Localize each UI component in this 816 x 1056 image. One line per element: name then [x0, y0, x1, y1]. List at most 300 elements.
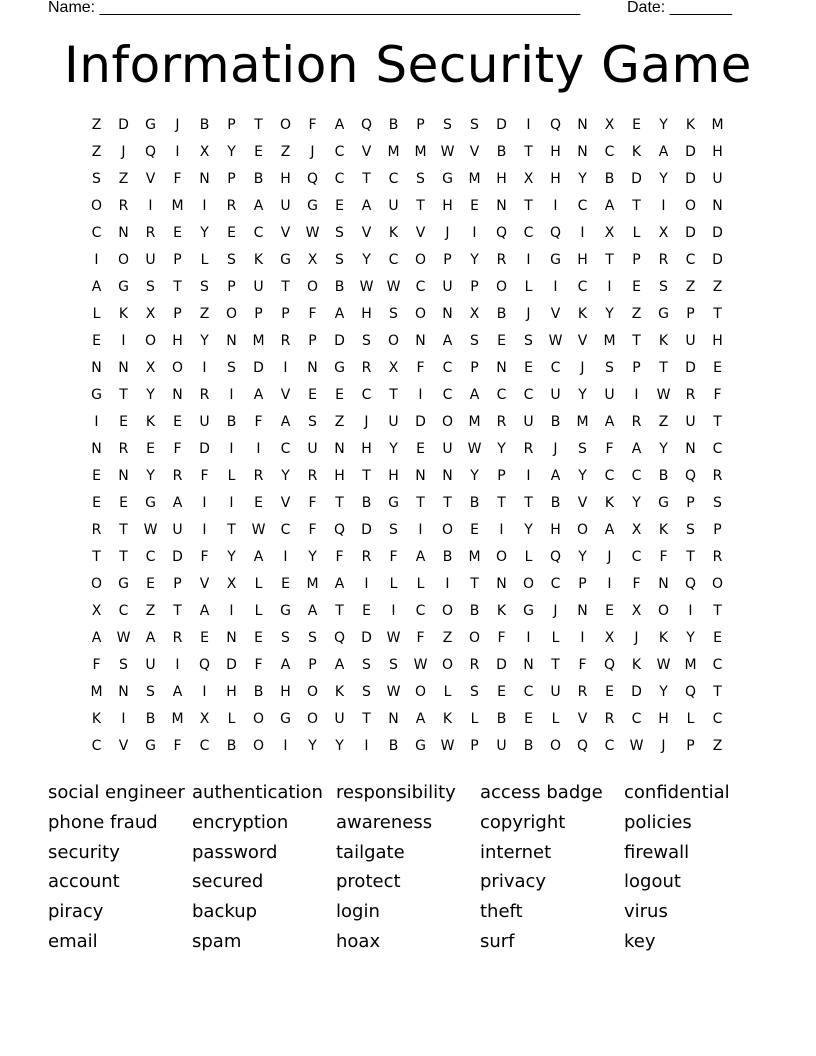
grid-cell[interactable]: O [576, 522, 589, 538]
grid-cell[interactable]: S [686, 522, 695, 538]
grid-cell[interactable]: O [441, 414, 454, 430]
grid-cell[interactable]: Q [144, 144, 157, 160]
grid-cell[interactable]: I [418, 522, 423, 538]
grid-cell[interactable]: A [91, 630, 102, 646]
grid-cell[interactable]: I [661, 198, 666, 214]
grid-cell[interactable]: I [283, 738, 288, 754]
grid-cell[interactable]: U [145, 252, 156, 268]
grid-cell[interactable]: Z [118, 171, 129, 187]
grid-cell[interactable]: O [306, 279, 319, 295]
grid-cell[interactable]: I [202, 495, 207, 511]
grid-cell[interactable]: V [199, 576, 210, 592]
grid-cell[interactable]: C [361, 387, 372, 403]
grid-cell[interactable]: K [91, 711, 102, 727]
grid-cell[interactable]: V [577, 711, 588, 727]
grid-cell[interactable]: E [200, 630, 209, 646]
grid-cell[interactable]: C [604, 468, 615, 484]
grid-cell[interactable]: D [685, 171, 696, 187]
grid-cell[interactable]: O [117, 252, 130, 268]
grid-cell[interactable]: I [202, 522, 207, 538]
grid-cell[interactable]: E [497, 333, 506, 349]
grid-cell[interactable]: W [386, 684, 401, 700]
grid-cell[interactable]: B [523, 738, 534, 754]
grid-cell[interactable]: W [413, 657, 428, 673]
grid-cell[interactable]: C [91, 225, 102, 241]
grid-cell[interactable]: O [387, 333, 400, 349]
grid-cell[interactable]: D [496, 657, 507, 673]
grid-cell[interactable]: E [524, 360, 533, 376]
grid-cell[interactable]: G [280, 711, 291, 727]
grid-cell[interactable]: T [335, 603, 344, 619]
grid-cell[interactable]: U [523, 414, 534, 430]
grid-cell[interactable]: S [362, 684, 371, 700]
grid-cell[interactable]: T [497, 495, 506, 511]
grid-cell[interactable]: Y [659, 441, 668, 457]
grid-cell[interactable]: I [202, 198, 207, 214]
grid-cell[interactable]: N [415, 333, 426, 349]
grid-cell[interactable]: S [443, 117, 452, 133]
grid-cell[interactable]: Y [389, 441, 398, 457]
grid-cell[interactable]: C [388, 252, 399, 268]
grid-cell[interactable]: J [175, 117, 180, 133]
grid-cell[interactable]: U [145, 657, 156, 673]
grid-cell[interactable]: F [632, 576, 641, 592]
grid-cell[interactable]: C [604, 738, 615, 754]
grid-cell[interactable]: S [281, 630, 290, 646]
grid-cell[interactable]: T [605, 252, 614, 268]
grid-cell[interactable]: B [469, 603, 480, 619]
grid-cell[interactable]: Y [524, 522, 533, 538]
grid-cell[interactable]: C [712, 657, 723, 673]
grid-cell[interactable]: O [306, 711, 319, 727]
grid-cell[interactable]: R [172, 468, 183, 484]
grid-cell[interactable]: W [305, 225, 320, 241]
grid-cell[interactable]: A [172, 684, 183, 700]
grid-cell[interactable]: C [145, 549, 156, 565]
grid-cell[interactable]: I [121, 711, 126, 727]
grid-cell[interactable]: F [578, 657, 587, 673]
grid-cell[interactable]: V [415, 225, 426, 241]
grid-cell[interactable]: F [416, 630, 425, 646]
grid-cell[interactable]: E [92, 495, 101, 511]
grid-cell[interactable]: X [199, 144, 210, 160]
grid-cell[interactable]: S [335, 225, 344, 241]
grid-cell[interactable]: J [580, 360, 585, 376]
grid-cell[interactable]: Y [146, 387, 155, 403]
grid-cell[interactable]: E [173, 414, 182, 430]
grid-cell[interactable]: D [361, 630, 372, 646]
grid-cell[interactable]: S [389, 306, 398, 322]
grid-cell[interactable]: Y [605, 306, 614, 322]
grid-cell[interactable]: Q [549, 225, 562, 241]
grid-cell[interactable]: G [145, 495, 156, 511]
grid-cell[interactable]: Y [200, 333, 209, 349]
grid-cell[interactable]: E [470, 198, 479, 214]
grid-cell[interactable]: N [199, 171, 210, 187]
grid-cell[interactable]: M [414, 144, 427, 160]
grid-cell[interactable]: M [90, 684, 103, 700]
grid-cell[interactable]: T [632, 333, 641, 349]
grid-cell[interactable]: Q [684, 468, 697, 484]
grid-cell[interactable]: G [442, 171, 453, 187]
grid-cell[interactable]: I [148, 198, 153, 214]
grid-cell[interactable]: E [605, 684, 614, 700]
grid-cell[interactable]: G [280, 603, 291, 619]
grid-cell[interactable]: H [496, 171, 507, 187]
grid-cell[interactable]: A [172, 495, 183, 511]
grid-cell[interactable]: I [256, 441, 261, 457]
grid-cell[interactable]: N [415, 468, 426, 484]
grid-cell[interactable]: B [388, 117, 399, 133]
grid-cell[interactable]: C [577, 279, 588, 295]
grid-cell[interactable]: C [631, 711, 642, 727]
grid-cell[interactable]: I [283, 360, 288, 376]
grid-cell[interactable]: O [441, 603, 454, 619]
grid-cell[interactable]: B [253, 684, 264, 700]
grid-cell[interactable]: U [172, 522, 183, 538]
grid-cell[interactable]: D [712, 252, 723, 268]
grid-cell[interactable]: C [415, 279, 426, 295]
grid-cell[interactable]: E [92, 468, 101, 484]
grid-cell[interactable]: N [91, 441, 102, 457]
grid-cell[interactable]: T [173, 603, 182, 619]
grid-cell[interactable]: N [91, 360, 102, 376]
grid-cell[interactable]: O [279, 117, 292, 133]
grid-cell[interactable]: N [118, 684, 129, 700]
grid-cell[interactable]: L [443, 684, 452, 700]
grid-cell[interactable]: L [227, 711, 236, 727]
grid-cell[interactable]: V [550, 306, 561, 322]
grid-cell[interactable]: Y [146, 468, 155, 484]
grid-cell[interactable]: L [686, 711, 695, 727]
grid-cell[interactable]: K [388, 225, 399, 241]
grid-cell[interactable]: F [389, 549, 398, 565]
grid-cell[interactable]: S [308, 414, 317, 430]
grid-cell[interactable]: U [334, 711, 345, 727]
grid-cell[interactable]: I [526, 252, 531, 268]
grid-cell[interactable]: W [467, 441, 482, 457]
grid-cell[interactable]: I [580, 630, 585, 646]
grid-cell[interactable]: F [416, 360, 425, 376]
grid-cell[interactable]: I [202, 684, 207, 700]
grid-cell[interactable]: K [631, 657, 642, 673]
grid-cell[interactable]: I [175, 657, 180, 673]
grid-cell[interactable]: G [280, 252, 291, 268]
grid-cell[interactable]: O [414, 306, 427, 322]
grid-cell[interactable]: Q [495, 225, 508, 241]
grid-cell[interactable]: A [199, 603, 210, 619]
grid-cell[interactable]: E [281, 576, 290, 592]
grid-cell[interactable]: I [94, 252, 99, 268]
grid-cell[interactable]: G [415, 738, 426, 754]
grid-cell[interactable]: A [253, 198, 264, 214]
grid-cell[interactable]: E [497, 684, 506, 700]
grid-cell[interactable]: S [146, 279, 155, 295]
grid-cell[interactable]: F [92, 657, 101, 673]
grid-cell[interactable]: B [496, 144, 507, 160]
name-field[interactable]: Name: ______________________________________________________ [48, 0, 581, 16]
grid-cell[interactable]: L [551, 630, 560, 646]
grid-cell[interactable]: D [631, 171, 642, 187]
grid-cell[interactable]: J [553, 441, 558, 457]
grid-cell[interactable]: B [361, 495, 372, 511]
grid-cell[interactable]: O [252, 711, 265, 727]
grid-cell[interactable]: T [281, 279, 290, 295]
grid-cell[interactable]: Z [685, 279, 696, 295]
grid-cell[interactable]: H [550, 171, 561, 187]
grid-cell[interactable]: M [603, 333, 616, 349]
grid-cell[interactable]: M [306, 576, 319, 592]
grid-cell[interactable]: Y [281, 468, 290, 484]
grid-cell[interactable]: V [469, 144, 480, 160]
grid-cell[interactable]: Y [227, 549, 236, 565]
grid-cell[interactable]: T [713, 684, 722, 700]
grid-cell[interactable]: C [712, 441, 723, 457]
grid-cell[interactable]: Z [91, 117, 102, 133]
grid-cell[interactable]: X [145, 360, 156, 376]
grid-cell[interactable]: I [364, 738, 369, 754]
grid-cell[interactable]: L [200, 252, 209, 268]
grid-cell[interactable]: E [254, 495, 263, 511]
grid-cell[interactable]: D [172, 549, 183, 565]
grid-cell[interactable]: Z [334, 414, 345, 430]
grid-cell[interactable]: W [386, 630, 401, 646]
grid-cell[interactable]: V [361, 225, 372, 241]
grid-cell[interactable]: F [254, 414, 263, 430]
grid-cell[interactable]: T [416, 198, 425, 214]
grid-cell[interactable]: X [199, 711, 210, 727]
grid-cell[interactable]: K [442, 711, 453, 727]
grid-cell[interactable]: V [145, 171, 156, 187]
grid-cell[interactable]: R [172, 630, 183, 646]
grid-cell[interactable]: P [173, 252, 182, 268]
grid-cell[interactable]: U [280, 198, 291, 214]
grid-cell[interactable]: B [226, 414, 237, 430]
grid-cell[interactable]: A [604, 198, 615, 214]
grid-cell[interactable]: P [227, 171, 236, 187]
grid-cell[interactable]: N [685, 441, 696, 457]
grid-cell[interactable]: I [553, 198, 558, 214]
grid-cell[interactable]: P [686, 495, 695, 511]
grid-cell[interactable]: S [713, 495, 722, 511]
grid-cell[interactable]: P [254, 306, 263, 322]
grid-cell[interactable]: U [712, 171, 723, 187]
grid-cell[interactable]: G [334, 360, 345, 376]
grid-cell[interactable]: Q [360, 117, 373, 133]
grid-cell[interactable]: M [711, 117, 724, 133]
grid-cell[interactable]: N [226, 630, 237, 646]
grid-cell[interactable]: C [523, 225, 534, 241]
grid-cell[interactable]: Q [576, 738, 589, 754]
grid-cell[interactable]: L [524, 549, 533, 565]
grid-cell[interactable]: K [145, 414, 156, 430]
grid-cell[interactable]: G [658, 306, 669, 322]
grid-cell[interactable]: D [631, 684, 642, 700]
grid-cell[interactable]: R [361, 360, 372, 376]
grid-cell[interactable]: O [522, 576, 535, 592]
grid-cell[interactable]: P [173, 306, 182, 322]
grid-cell[interactable]: E [119, 495, 128, 511]
grid-cell[interactable]: F [308, 306, 317, 322]
grid-cell[interactable]: S [119, 657, 128, 673]
grid-cell[interactable]: W [251, 522, 266, 538]
grid-cell[interactable]: O [90, 576, 103, 592]
grid-cell[interactable]: V [280, 495, 291, 511]
grid-cell[interactable]: V [577, 495, 588, 511]
grid-cell[interactable]: I [364, 576, 369, 592]
grid-cell[interactable]: H [712, 333, 723, 349]
grid-cell[interactable]: S [578, 441, 587, 457]
grid-cell[interactable]: T [524, 144, 533, 160]
grid-cell[interactable]: A [442, 333, 453, 349]
grid-cell[interactable]: T [119, 549, 128, 565]
grid-cell[interactable]: E [146, 441, 155, 457]
grid-cell[interactable]: R [145, 225, 156, 241]
grid-cell[interactable]: T [551, 657, 560, 673]
grid-cell[interactable]: L [551, 711, 560, 727]
grid-cell[interactable]: C [415, 603, 426, 619]
grid-cell[interactable]: N [226, 333, 237, 349]
grid-cell[interactable]: C [712, 711, 723, 727]
grid-cell[interactable]: S [470, 117, 479, 133]
grid-cell[interactable]: W [440, 738, 455, 754]
grid-cell[interactable]: N [496, 360, 507, 376]
grid-cell[interactable]: B [496, 711, 507, 727]
grid-cell[interactable]: R [577, 684, 588, 700]
grid-cell[interactable]: B [145, 711, 156, 727]
grid-cell[interactable]: Z [712, 738, 723, 754]
grid-cell[interactable]: W [440, 144, 455, 160]
grid-cell[interactable]: R [712, 549, 723, 565]
grid-cell[interactable]: N [496, 576, 507, 592]
grid-cell[interactable]: T [92, 549, 101, 565]
grid-cell[interactable]: S [146, 684, 155, 700]
grid-cell[interactable]: S [470, 684, 479, 700]
grid-cell[interactable]: C [685, 252, 696, 268]
grid-cell[interactable]: H [334, 468, 345, 484]
grid-cell[interactable]: M [684, 657, 697, 673]
grid-cell[interactable]: T [713, 414, 722, 430]
grid-cell[interactable]: G [307, 198, 318, 214]
grid-cell[interactable]: P [632, 252, 641, 268]
grid-cell[interactable]: G [91, 387, 102, 403]
grid-cell[interactable]: E [254, 144, 263, 160]
grid-cell[interactable]: H [361, 306, 372, 322]
grid-cell[interactable]: P [308, 657, 317, 673]
grid-cell[interactable]: U [199, 414, 210, 430]
grid-cell[interactable]: N [577, 144, 588, 160]
grid-cell[interactable]: P [173, 576, 182, 592]
grid-cell[interactable]: I [418, 387, 423, 403]
grid-cell[interactable]: Y [335, 738, 344, 754]
grid-cell[interactable]: P [281, 306, 290, 322]
grid-cell[interactable]: E [335, 198, 344, 214]
grid-cell[interactable]: E [416, 441, 425, 457]
grid-cell[interactable]: N [577, 603, 588, 619]
grid-cell[interactable]: W [116, 630, 131, 646]
grid-cell[interactable]: H [550, 522, 561, 538]
grid-cell[interactable]: L [416, 576, 425, 592]
grid-cell[interactable]: O [468, 630, 481, 646]
grid-cell[interactable]: H [577, 252, 588, 268]
grid-cell[interactable]: L [254, 576, 263, 592]
grid-cell[interactable]: X [631, 603, 642, 619]
grid-cell[interactable]: J [526, 306, 531, 322]
grid-cell[interactable]: E [713, 630, 722, 646]
grid-cell[interactable]: A [280, 657, 291, 673]
grid-cell[interactable]: W [656, 387, 671, 403]
grid-cell[interactable]: X [604, 225, 615, 241]
grid-cell[interactable]: T [389, 387, 398, 403]
grid-cell[interactable]: W [143, 522, 158, 538]
grid-cell[interactable]: F [308, 495, 317, 511]
grid-cell[interactable]: S [362, 333, 371, 349]
grid-cell[interactable]: O [711, 576, 724, 592]
grid-cell[interactable]: F [200, 468, 209, 484]
grid-cell[interactable]: G [145, 117, 156, 133]
grid-cell[interactable]: F [254, 657, 263, 673]
grid-cell[interactable]: W [629, 738, 644, 754]
grid-cell[interactable]: N [712, 198, 723, 214]
grid-cell[interactable]: G [388, 495, 399, 511]
grid-cell[interactable]: Y [686, 630, 695, 646]
grid-cell[interactable]: I [526, 117, 531, 133]
grid-cell[interactable]: J [634, 630, 639, 646]
grid-cell[interactable]: Q [198, 657, 211, 673]
grid-cell[interactable]: Y [497, 441, 506, 457]
grid-cell[interactable]: S [389, 657, 398, 673]
grid-cell[interactable]: U [550, 684, 561, 700]
grid-cell[interactable]: C [442, 387, 453, 403]
grid-cell[interactable]: Y [659, 117, 668, 133]
grid-cell[interactable]: H [388, 468, 399, 484]
grid-cell[interactable]: X [145, 306, 156, 322]
grid-cell[interactable]: C [280, 441, 291, 457]
grid-cell[interactable]: X [91, 603, 102, 619]
grid-cell[interactable]: E [470, 522, 479, 538]
grid-cell[interactable]: P [470, 279, 479, 295]
grid-cell[interactable]: T [524, 198, 533, 214]
grid-cell[interactable]: F [173, 171, 182, 187]
grid-cell[interactable]: C [280, 522, 291, 538]
grid-cell[interactable]: B [496, 306, 507, 322]
grid-cell[interactable]: A [145, 630, 156, 646]
grid-cell[interactable]: Q [684, 684, 697, 700]
grid-cell[interactable]: T [659, 360, 668, 376]
grid-cell[interactable]: H [226, 684, 237, 700]
grid-cell[interactable]: O [144, 333, 157, 349]
grid-cell[interactable]: A [604, 522, 615, 538]
grid-cell[interactable]: F [308, 117, 317, 133]
grid-cell[interactable]: D [253, 360, 264, 376]
grid-cell[interactable]: R [469, 657, 480, 673]
grid-cell[interactable]: Y [578, 387, 587, 403]
grid-cell[interactable]: U [442, 279, 453, 295]
grid-cell[interactable]: E [173, 225, 182, 241]
grid-cell[interactable]: U [685, 333, 696, 349]
grid-cell[interactable]: J [553, 603, 558, 619]
grid-cell[interactable]: I [688, 603, 693, 619]
grid-cell[interactable]: T [362, 711, 371, 727]
grid-cell[interactable]: S [470, 333, 479, 349]
grid-cell[interactable]: D [334, 333, 345, 349]
grid-cell[interactable]: A [334, 576, 345, 592]
grid-cell[interactable]: I [229, 387, 234, 403]
grid-cell[interactable]: K [604, 495, 615, 511]
grid-cell[interactable]: D [118, 117, 129, 133]
grid-cell[interactable]: I [121, 333, 126, 349]
date-field[interactable]: Date: _______ [627, 0, 732, 16]
